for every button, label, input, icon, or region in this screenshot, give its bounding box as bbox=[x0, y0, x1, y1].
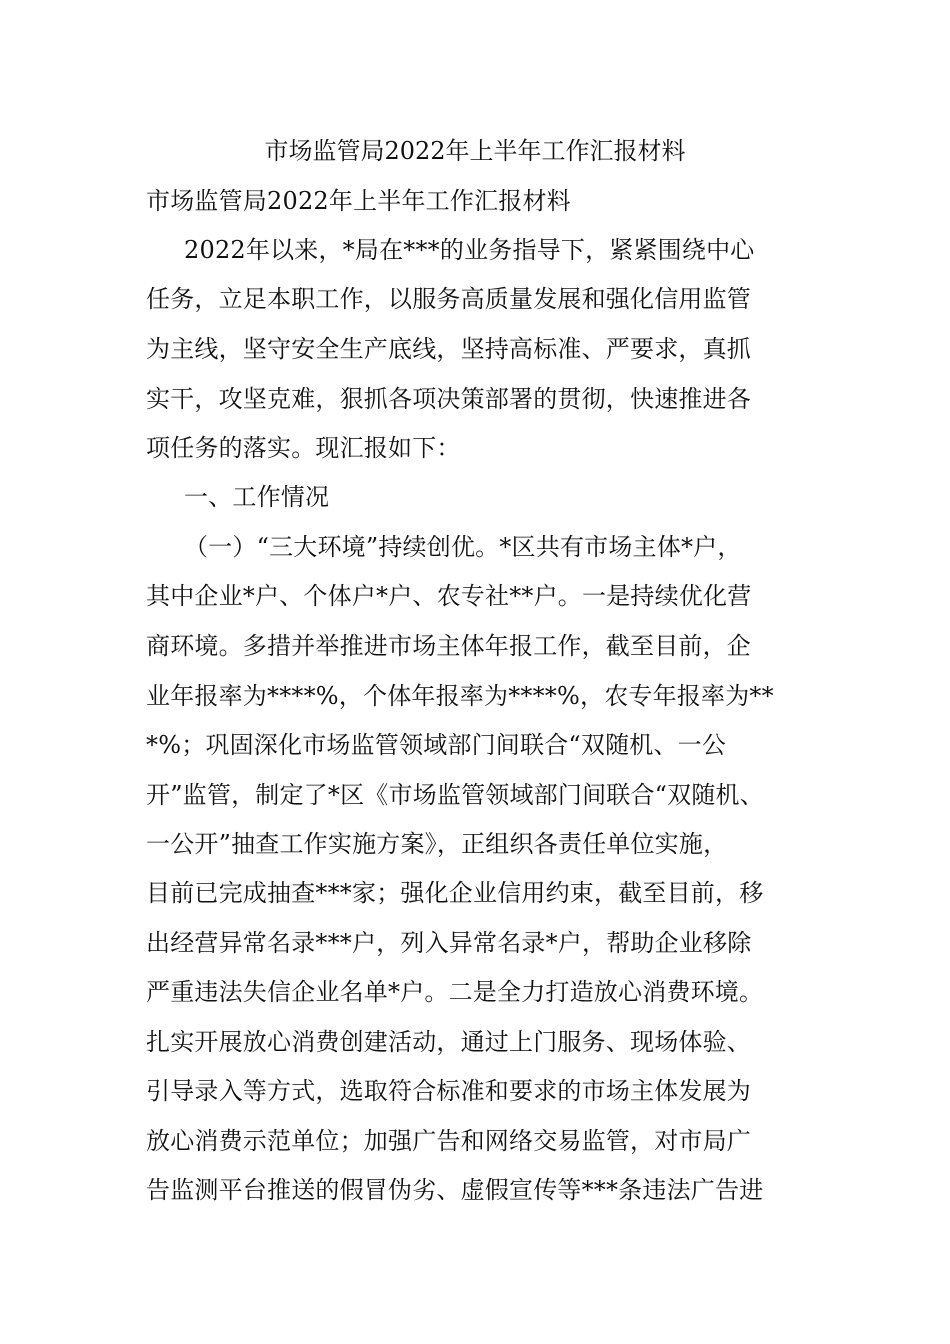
body-line-20: 告监测平台推送的假冒伪劣、虚假宣传等***条违法广告进 bbox=[146, 1176, 764, 1204]
body-line-13: 一公开”抽查工作实施方案》，正组织各责任单位实施， bbox=[146, 830, 728, 858]
body-line-2: 任务，立足本职工作，以服务高质量发展和强化信用监管 bbox=[146, 285, 751, 313]
body-line-16: 严重违法失信企业名单*户。二是全力打造放心消费环境。 bbox=[146, 978, 764, 1006]
document-subtitle: 市场监管局2022年上半年工作汇报材料 bbox=[146, 187, 571, 215]
body-line-14: 目前已完成抽查***家；强化企业信用约束，截至目前，移 bbox=[146, 879, 764, 907]
body-line-4: 实干，攻坚克难，狠抓各项决策部署的贯彻，快速推进各 bbox=[146, 385, 751, 413]
body-line-11: *%；巩固深化市场监管领域部门间联合“双随机、一公 bbox=[146, 731, 727, 759]
body-line-17: 扎实开展放心消费创建活动，通过上门服务、现场体验、 bbox=[146, 1028, 751, 1056]
section-heading: 一、工作情况 bbox=[184, 483, 330, 511]
body-line-19: 放心消费示范单位；加强广告和网络交易监管，对市局广 bbox=[146, 1127, 751, 1155]
body-line-5: 项任务的落实。现汇报如下： bbox=[146, 434, 461, 462]
body-line-15: 出经营异常名录***户，列入异常名录*户，帮助企业移除 bbox=[146, 929, 752, 957]
body-line-1: 2022年以来，*局在***的业务指导下，紧紧围绕中心 bbox=[184, 236, 755, 264]
subsection-line-1: （一）“三大环境”持续创优。*区共有市场主体*户， bbox=[184, 533, 742, 561]
body-line-9: 商环境。多措并举推进市场主体年报工作，截至目前，企 bbox=[146, 632, 751, 660]
document-title: 市场监管局2022年上半年工作汇报材料 bbox=[264, 137, 686, 165]
body-line-3: 为主线，坚守安全生产底线，坚持高标准、严要求，真抓 bbox=[146, 335, 751, 363]
body-line-10: 业年报率为****%，个体年报率为****%，农专年报率为** bbox=[146, 682, 774, 710]
body-line-12: 开”监管，制定了*区《市场监管领域部门间联合“双随机、 bbox=[146, 781, 764, 809]
body-line-8: 其中企业*户、个体户*户、农专社**户。一是持续优化营 bbox=[146, 582, 752, 610]
body-line-18: 引导录入等方式，选取符合标准和要求的市场主体发展为 bbox=[146, 1077, 751, 1105]
